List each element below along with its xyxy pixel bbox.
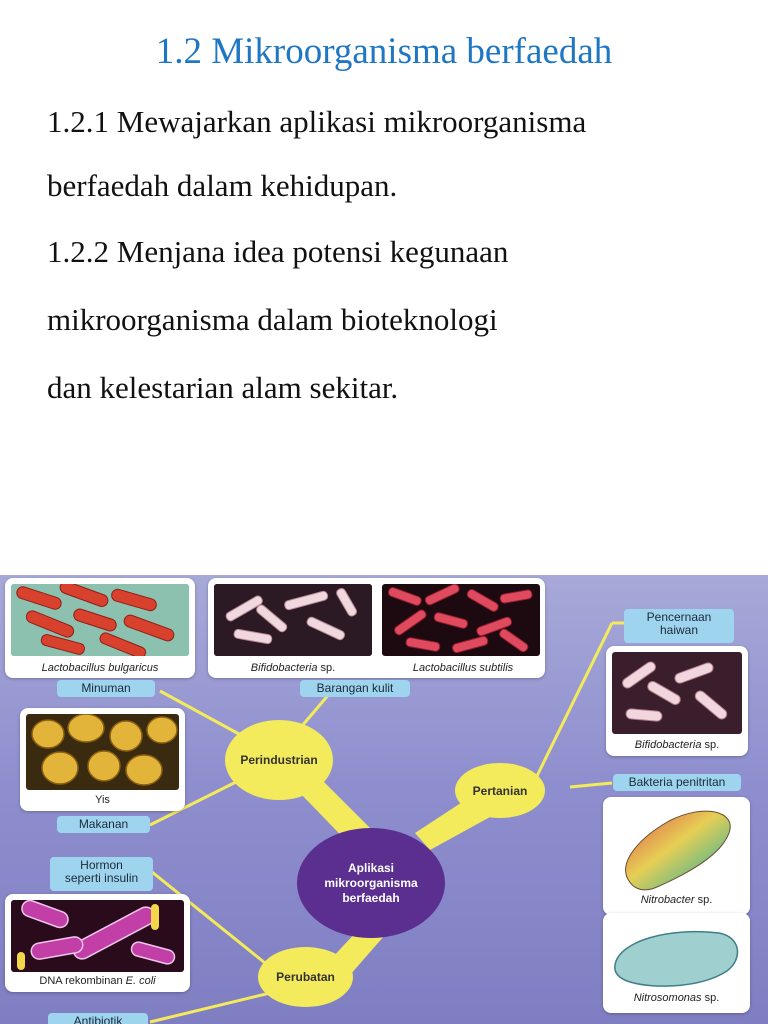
caption-dna-ecoli: DNA rekombinan E. coli [39,975,156,987]
objective-line-3: 1.2.2 Menjana idea potensi kegunaan [47,234,509,269]
card-nitrobacter [603,797,750,915]
caption-nitrosomonas: Nitrosomonas sp. [633,992,720,1004]
hub-pertanian: Pertanian [455,763,545,818]
hub-perubatan: Perubatan [258,947,353,1007]
bifidobacteria-image-top [214,584,372,656]
caption-bifidobacteria-top: Bifidobacteria sp. [250,662,336,674]
card-yeast [20,708,185,811]
tag-makanan: Makanan [57,816,150,833]
tag-minuman: Minuman [57,680,155,697]
connector-penitritan [570,783,612,787]
lactobacillus-subtilis-image [382,584,540,656]
connector-pencernaan [535,623,612,780]
dna-ecoli-image [11,900,184,972]
caption-lactobacillus-subtilis: Lactobacillus subtilis [412,662,514,674]
tag-hormon-insulin: Hormon seperti insulin [50,857,153,891]
yeast-image [26,714,179,790]
center-node [297,828,445,938]
card-dna-ecoli [5,894,190,992]
caption-nitrobacter: Nitrobacter sp. [640,894,713,906]
bifidobacteria-image-right [612,652,742,734]
objective-line-4: mikroorganisma dalam bioteknologi [47,302,498,337]
tag-pencernaan-haiwan: Pencernaan haiwan [624,609,734,643]
hub-perindustrian: Perindustrian [225,720,333,800]
caption-yeast: Yis [95,794,110,806]
card-top-pair [208,578,545,678]
caption-lactobacillus-bulgaricus: Lactobacillus bulgaricus [41,662,159,674]
caption-bifidobacteria-right: Bifidobacteria sp. [634,739,720,751]
mind-map-diagram [0,575,768,1024]
card-bifidobacteria-right [606,646,748,756]
center-label: Aplikasi mikroorganisma berfaedah [324,860,418,905]
nitrobacter-image [609,803,744,893]
tag-barangan-kulit: Barangan kulit [300,680,410,697]
connector-antibiotik [150,993,270,1022]
objective-line-2: berfaedah dalam kehidupan. [47,168,398,203]
lactobacillus-bulgaricus-image [11,584,189,656]
objective-line-1: 1.2.1 Mewajarkan aplikasi mikroorganisma [47,104,587,139]
card-nitrosomonas [603,913,750,1013]
tag-bakteria-penitritan: Bakteria penitritan [613,774,741,791]
card-lactobacillus-bulgaricus [5,578,195,678]
slide-title: 1.2 Mikroorganisma berfaedah [155,31,613,72]
nitrosomonas-image [609,919,744,991]
tag-antibiotik: Antibiotik [48,1013,148,1024]
objective-line-5: dan kelestarian alam sekitar. [47,370,399,405]
